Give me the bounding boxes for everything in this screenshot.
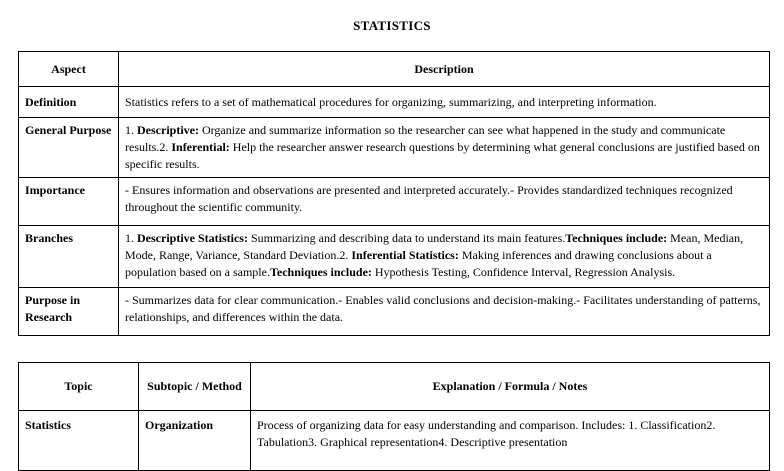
description-text: Mean, Median, Mode, Range, Variance, Standard Deviation.2. [125,231,744,262]
table-row [19,226,770,288]
column-header-description: Description [119,52,770,87]
description-text: - Summarizes data for clear communication.- Enables valid conclusions and decision-making.- Facilitates understanding of patterns, relationships, and differences within the data. [125,293,761,324]
description-cell [119,226,770,288]
description-text: 1. [125,231,137,245]
column-header-explanation: Explanation / Formula / Notes [251,363,770,411]
table-row [19,87,770,118]
column-header-aspect: Aspect [19,52,119,87]
topic-cell: Statistics [19,411,139,471]
aspect-cell: Purpose in Research [19,288,119,336]
aspect-cell: Branches [19,226,119,288]
bold-term: Inferential: [171,140,230,154]
table-row [19,118,770,178]
description-text: Summarizing and describing data to understand its main features. [247,231,566,245]
description-text: Organize and summarize information so the researcher can see what happened in the study and communicate results.2. [125,123,726,154]
aspect-cell: Importance [19,178,119,226]
explanation-cell: Process of organizing data for easy understanding and comparison. Includes: 1. Classification2. Tabulation3. Graphical representation4. Descriptive presentation [251,411,770,471]
description-cell [119,87,770,118]
description-cell [119,288,770,336]
aspect-cell: General Purpose [19,118,119,178]
topic-subtopic-table [18,362,770,471]
description-text: Help the researcher answer research questions by determining what general conclusions are justified based on specific results. [125,140,760,171]
page-title: STATISTICS [353,18,431,33]
aspect-cell: Definition [19,87,119,118]
description-text: - Ensures information and observations are presented and interpreted accurately.- Provides standardized techniques recognized throughout the scientific community. [125,183,733,214]
bold-term: Descriptive Statistics: [137,231,248,245]
column-header-subtopic: Subtopic / Method [139,363,251,411]
description-cell [119,178,770,226]
description-text: Making inferences and drawing conclusions about a population based on a sample. [125,248,712,279]
description-text: 1. [125,123,137,137]
bold-term: Inferential Statistics: [351,248,459,262]
aspect-description-table [18,51,770,336]
description-text: Statistics refers to a set of mathematical procedures for organizing, summarizing, and interpreting information. [125,95,657,109]
description-text: Hypothesis Testing, Confidence Interval, Regression Analysis. [371,265,676,279]
bold-term: Techniques include: [565,231,668,245]
table-row [19,288,770,336]
bold-term: Descriptive: [137,123,199,137]
column-header-topic: Topic [19,363,139,411]
subtopic-cell: Organization [139,411,251,471]
bold-term: Techniques include: [269,265,372,279]
description-cell [119,118,770,178]
table-row [19,178,770,226]
